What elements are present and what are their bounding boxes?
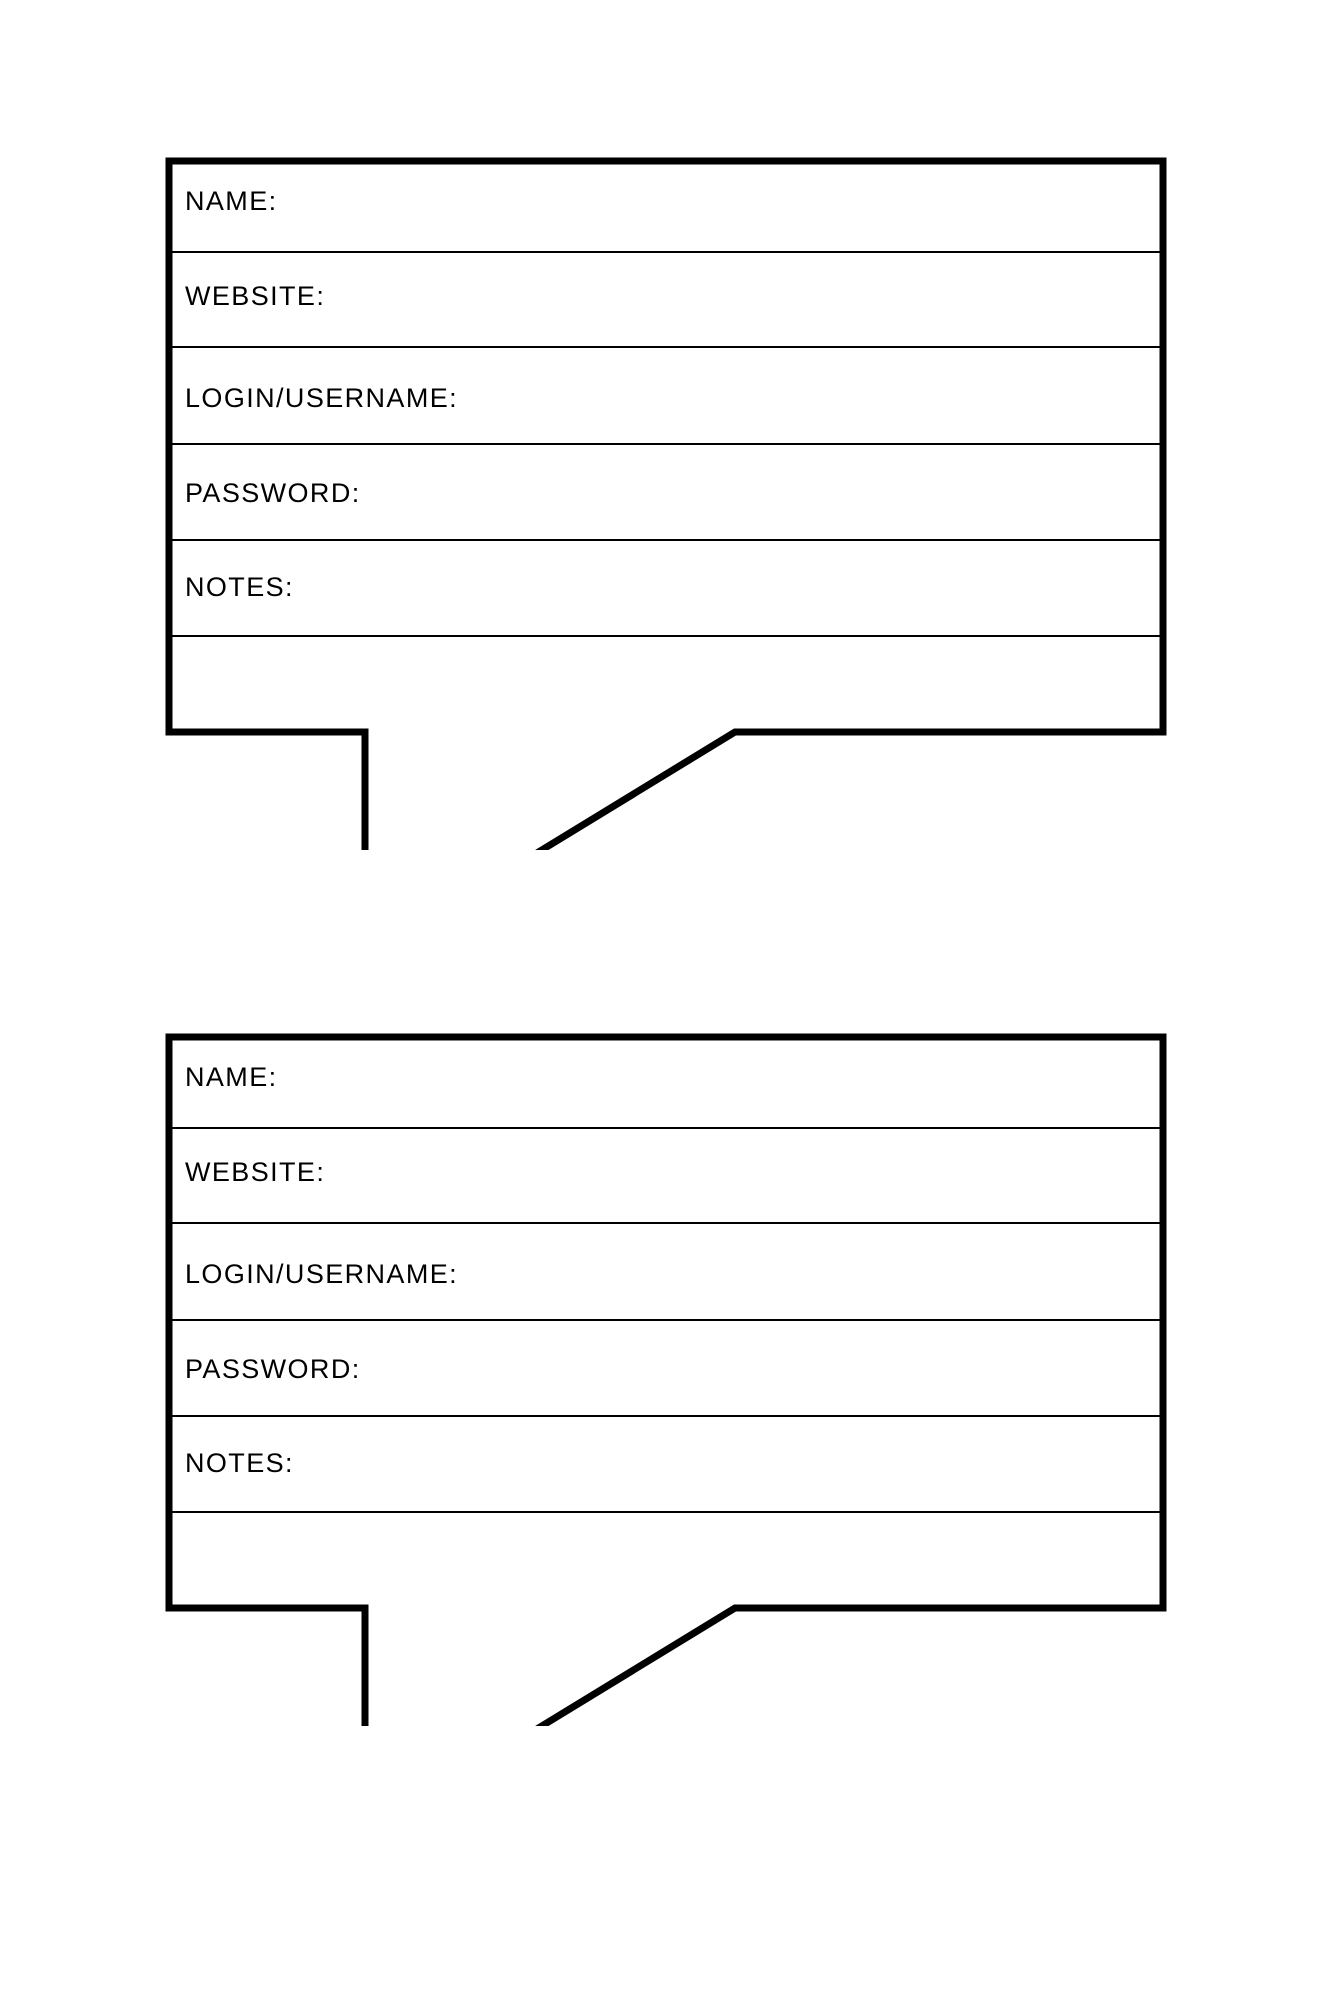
password-field-label: PASSWORD: bbox=[185, 478, 361, 508]
notes-field-label: NOTES: bbox=[185, 1448, 294, 1478]
speech-bubble-outline bbox=[0, 0, 1333, 850]
name-field-label: NAME: bbox=[185, 1062, 278, 1092]
password-card-1 bbox=[0, 0, 1333, 850]
password-card-2 bbox=[0, 876, 1333, 1726]
website-field-label: WEBSITE: bbox=[185, 281, 326, 311]
password-field-label: PASSWORD: bbox=[185, 1354, 361, 1384]
login-username-field-label: LOGIN/USERNAME: bbox=[185, 1259, 459, 1289]
notes-field-label: NOTES: bbox=[185, 572, 294, 602]
name-field-label: NAME: bbox=[185, 186, 278, 216]
login-username-field-label: LOGIN/USERNAME: bbox=[185, 383, 459, 413]
speech-bubble-outline bbox=[0, 876, 1333, 1726]
website-field-label: WEBSITE: bbox=[185, 1157, 326, 1187]
